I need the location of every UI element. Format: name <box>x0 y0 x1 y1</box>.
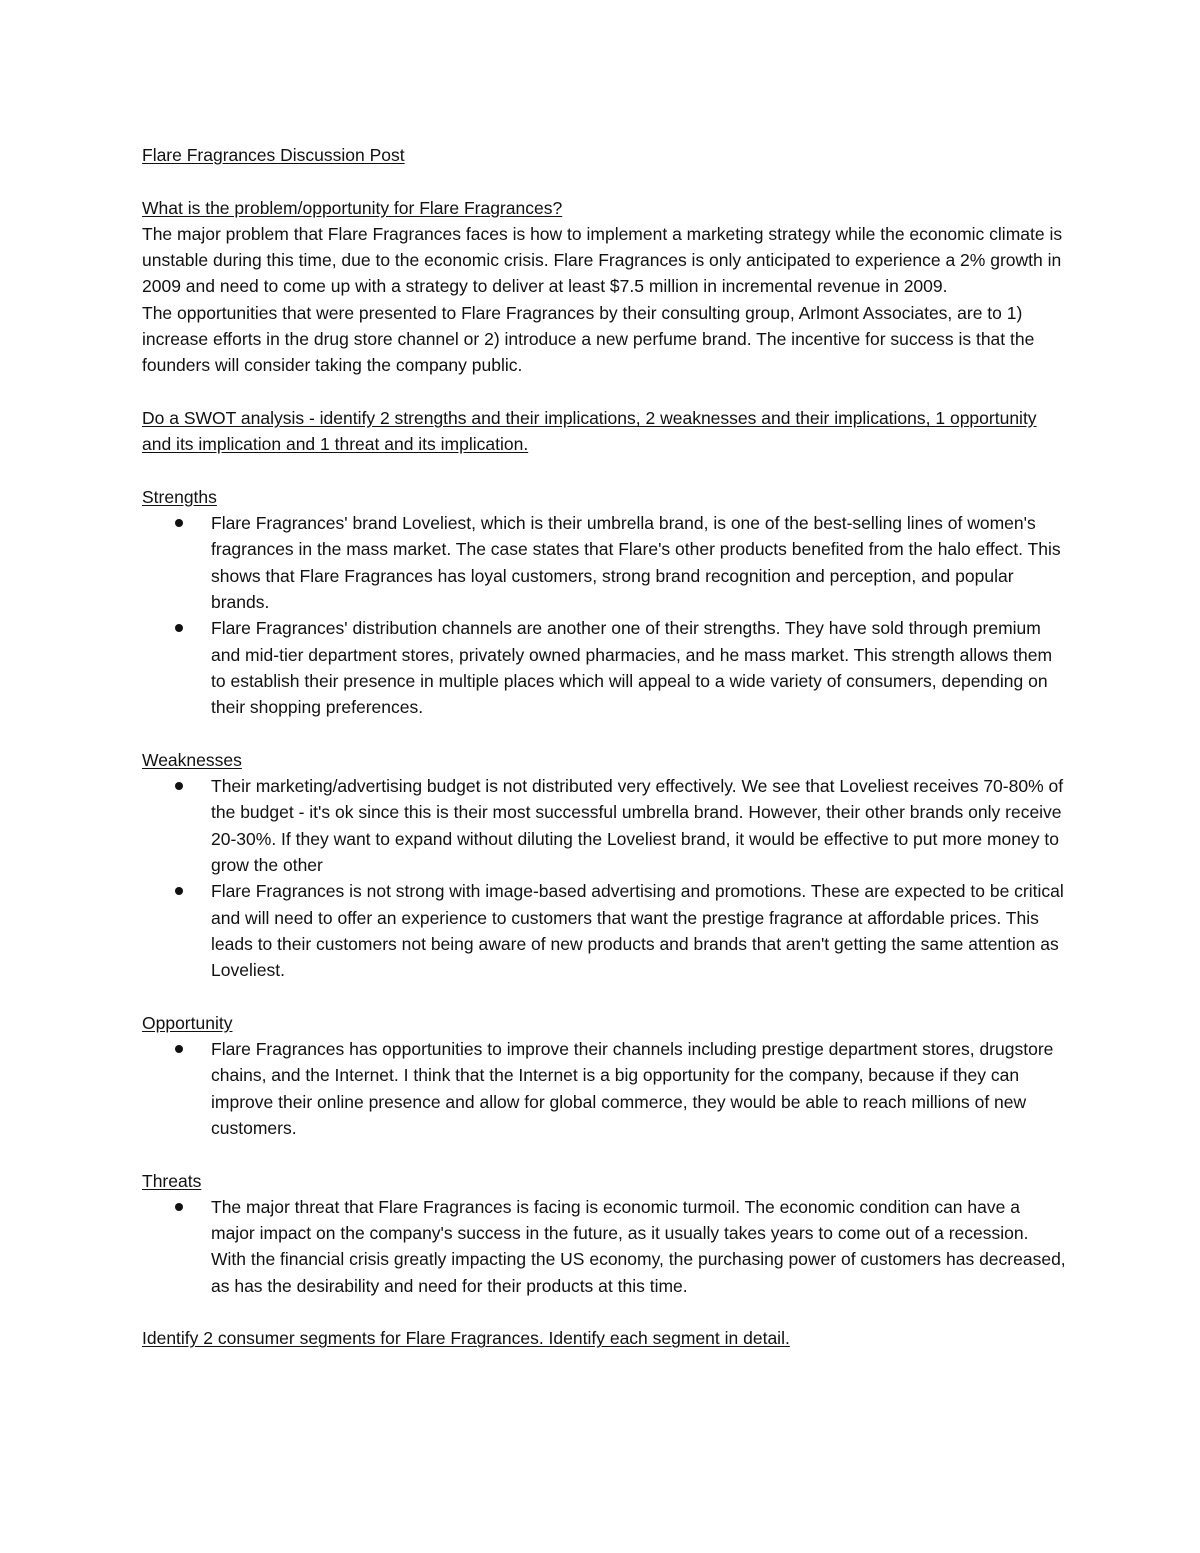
spacer <box>142 1141 1067 1167</box>
bullet-icon <box>175 887 183 895</box>
list-item-text: Flare Fragrances has opportunities to improve their channels including prestige department stores, drugstore chains, and the Internet. I think that the Internet is a big opportunity for the company, because if they can improve their online presence and allow for global commerce, they would be able to reach millions of new customers. <box>211 1039 1054 1138</box>
heading-opportunity: Opportunity <box>142 1012 233 1033</box>
bullet-icon <box>175 624 183 632</box>
list-item <box>142 878 1067 983</box>
spacer <box>142 984 1067 1010</box>
spacer <box>142 1299 1067 1325</box>
spacer <box>142 379 1067 405</box>
question-consumer-segments: Identify 2 consumer segments for Flare Fragrances. Identify each segment in detail. <box>142 1328 790 1349</box>
bullet-icon <box>175 1203 183 1211</box>
heading-threats: Threats <box>142 1170 202 1191</box>
list-item <box>142 1036 1067 1141</box>
spacer <box>142 168 1067 194</box>
document-title: Flare Fragrances Discussion Post <box>142 145 405 165</box>
bullet-icon <box>175 782 183 790</box>
list-item-text: The major threat that Flare Fragrances is facing is economic turmoil. The economic condition can have a major impact on the company's success in the future, as it usually takes years to come out of a recession. With the financial crisis greatly impacting the US economy, the purchasing power of customers has decreased, as has the desirability and need for their products at this time. <box>211 1196 1066 1296</box>
question-problem-opportunity: What is the problem/opportunity for Flare Fragrances? <box>142 197 563 218</box>
heading-strengths: Strengths <box>142 486 217 507</box>
spacer <box>142 458 1067 484</box>
paragraph-problem: The major problem that Flare Fragrances faces is how to implement a marketing strategy while the economic climate is unstable during this time, due to the economic crisis. Flare Fragrances is only anticipated to experience a 2% growth in 2009 and need to come up with a strategy to deliver at least $7.5 million in incremental revenue in 2009. <box>142 223 1063 297</box>
heading-weaknesses: Weaknesses <box>142 749 242 770</box>
opportunity-list <box>142 1036 1067 1141</box>
bullet-icon <box>175 1045 183 1053</box>
spacer <box>142 721 1067 747</box>
bullet-icon <box>175 519 183 527</box>
paragraph-opportunities: The opportunities that were presented to Flare Fragrances by their consulting group, Arlmont Associates, are to 1) increase efforts in the drug store channel or 2) introduce a new perfume brand. The incentive for success is that the founders will consider taking the company public. <box>142 302 1035 376</box>
list-item <box>142 773 1067 878</box>
list-item-text: Flare Fragrances' brand Loveliest, which is their umbrella brand, is one of the best-selling lines of women's fragrances in the mass market. The case states that Flare's other products benefited from the halo effect. This shows that Flare Fragrances has loyal customers, strong brand recognition and perception, and popular brands. <box>211 513 1061 613</box>
threats-list <box>142 1194 1067 1299</box>
list-item-text: Flare Fragrances is not strong with image-based advertising and promotions. These are expected to be critical and will need to offer an experience to customers that want the prestige fragrance at affordable prices. This leads to their customers not being aware of new products and brands that aren't getting the same attention as Loveliest. <box>211 881 1064 981</box>
document-body <box>142 142 1067 1352</box>
list-item-text: Their marketing/advertising budget is not distributed very effectively. We see that Loveliest receives 70-80% of the budget - it's ok since this is their most successful umbrella brand. However, their other brands only receive 20-30%. If they want to expand without diluting the Loveliest brand, it would be effective to put more money to grow the other <box>211 776 1064 876</box>
list-item-text: Flare Fragrances' distribution channels are another one of their strengths. They have sold through premium and mid-tier department stores, privately owned pharmacies, and he mass market. This strength allows them to establish their presence in multiple places which will appeal to a wide variety of consumers, depending on their shopping preferences. <box>211 618 1053 718</box>
weaknesses-list <box>142 773 1067 983</box>
question-swot: Do a SWOT analysis - identify 2 strengths and their implications, 2 weaknesses and their implications, 1 opportunity and its implication and 1 threat and its implication. <box>142 407 1037 455</box>
list-item <box>142 510 1067 615</box>
list-item <box>142 615 1067 720</box>
strengths-list <box>142 510 1067 720</box>
list-item <box>142 1194 1067 1299</box>
